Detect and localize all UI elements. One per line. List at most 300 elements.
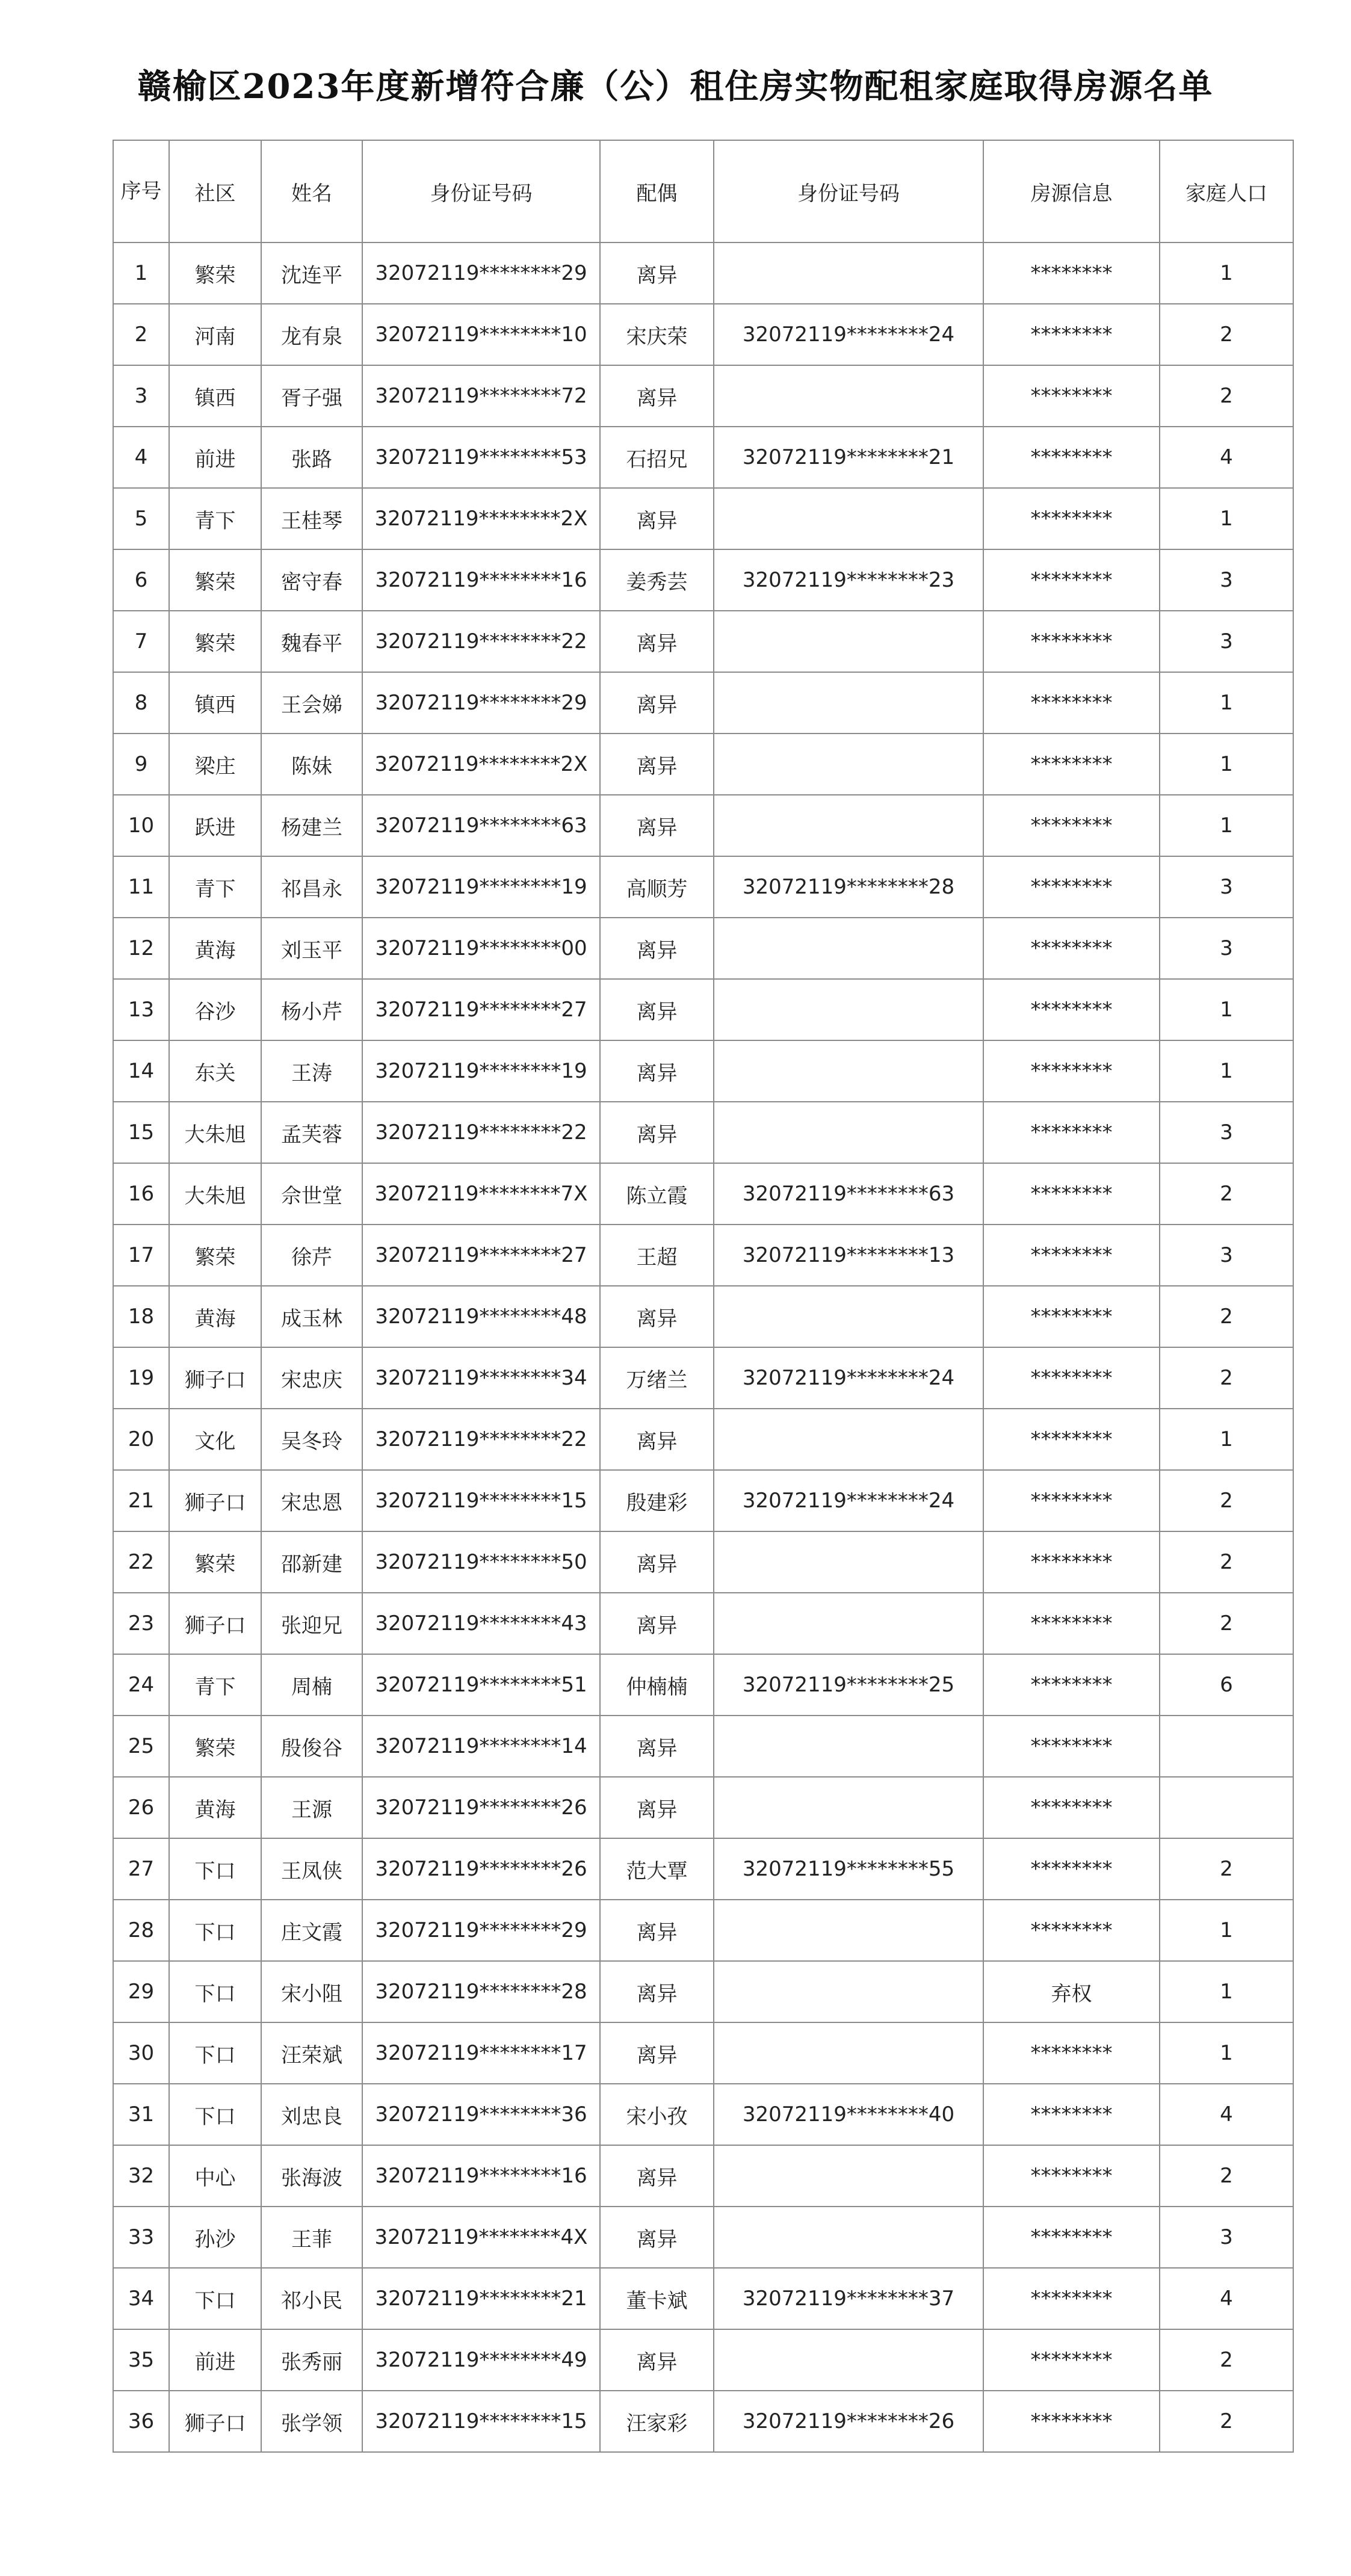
cell-seq: 8 <box>113 672 169 734</box>
cell-family-size: 3 <box>1160 1102 1293 1163</box>
cell-seq: 1 <box>113 242 169 304</box>
cell-housing-info: 弃权 <box>983 1961 1160 2022</box>
cell-name: 胥子强 <box>261 365 362 427</box>
cell-spouse: 仲楠楠 <box>600 1654 714 1716</box>
cell-housing-info: ******** <box>983 918 1160 979</box>
cell-seq: 28 <box>113 1900 169 1961</box>
cell-community: 孙沙 <box>169 2207 261 2268</box>
cell-name: 佘世堂 <box>261 1163 362 1225</box>
table-row <box>113 2391 1293 2452</box>
cell-spouse: 离异 <box>600 2022 714 2084</box>
cell-spouse: 离异 <box>600 1900 714 1961</box>
cell-seq: 33 <box>113 2207 169 2268</box>
cell-spouse-id-number: 32072119********63 <box>714 1163 983 1225</box>
cell-housing-info: ******** <box>983 1102 1160 1163</box>
cell-name: 刘玉平 <box>261 918 362 979</box>
cell-seq: 26 <box>113 1777 169 1838</box>
cell-id-number: 32072119********15 <box>362 2391 600 2452</box>
cell-name: 吴冬玲 <box>261 1409 362 1470</box>
cell-name: 杨建兰 <box>261 795 362 856</box>
cell-spouse-id-number: 32072119********55 <box>714 1838 983 1900</box>
cell-spouse: 离异 <box>600 734 714 795</box>
cell-seq: 18 <box>113 1286 169 1347</box>
cell-community: 繁荣 <box>169 1531 261 1593</box>
cell-community: 繁荣 <box>169 611 261 672</box>
cell-id-number: 32072119********17 <box>362 2022 600 2084</box>
cell-spouse: 离异 <box>600 2329 714 2391</box>
cell-name: 密守春 <box>261 549 362 611</box>
cell-family-size: 3 <box>1160 918 1293 979</box>
table-row <box>113 979 1293 1040</box>
cell-housing-info: ******** <box>983 1531 1160 1593</box>
cell-housing-info: ******** <box>983 2329 1160 2391</box>
cell-housing-info: ******** <box>983 2268 1160 2329</box>
cell-community: 狮子口 <box>169 1347 261 1409</box>
cell-housing-info: ******** <box>983 2022 1160 2084</box>
cell-spouse: 离异 <box>600 1777 714 1838</box>
cell-family-size: 1 <box>1160 2022 1293 2084</box>
cell-name: 宋忠恩 <box>261 1470 362 1531</box>
cell-spouse: 高顺芳 <box>600 856 714 918</box>
table-row <box>113 795 1293 856</box>
cell-spouse: 离异 <box>600 979 714 1040</box>
cell-spouse: 离异 <box>600 1040 714 1102</box>
table-row <box>113 611 1293 672</box>
cell-spouse: 离异 <box>600 2145 714 2207</box>
cell-id-number: 32072119********43 <box>362 1593 600 1654</box>
cell-housing-info: ******** <box>983 365 1160 427</box>
cell-name: 王涛 <box>261 1040 362 1102</box>
table-row <box>113 734 1293 795</box>
cell-seq: 20 <box>113 1409 169 1470</box>
cell-community: 下口 <box>169 1838 261 1900</box>
cell-spouse: 王超 <box>600 1225 714 1286</box>
cell-spouse-id-number <box>714 1040 983 1102</box>
cell-spouse-id-number <box>714 734 983 795</box>
cell-seq: 13 <box>113 979 169 1040</box>
cell-seq: 4 <box>113 427 169 488</box>
table-row <box>113 549 1293 611</box>
cell-name: 张路 <box>261 427 362 488</box>
cell-housing-info: ******** <box>983 304 1160 365</box>
cell-name: 沈连平 <box>261 242 362 304</box>
table-row <box>113 1286 1293 1347</box>
cell-housing-info: ******** <box>983 1286 1160 1347</box>
housing-allocation-table <box>113 140 1294 2453</box>
cell-housing-info: ******** <box>983 1040 1160 1102</box>
cell-spouse-id-number <box>714 1716 983 1777</box>
cell-id-number: 32072119********21 <box>362 2268 600 2329</box>
cell-family-size: 1 <box>1160 1900 1293 1961</box>
cell-spouse-id-number <box>714 2145 983 2207</box>
cell-seq: 17 <box>113 1225 169 1286</box>
cell-name: 魏春平 <box>261 611 362 672</box>
cell-community: 狮子口 <box>169 2391 261 2452</box>
cell-id-number: 32072119********48 <box>362 1286 600 1347</box>
cell-community: 繁荣 <box>169 242 261 304</box>
cell-name: 成玉林 <box>261 1286 362 1347</box>
cell-id-number: 32072119********19 <box>362 856 600 918</box>
cell-community: 下口 <box>169 1961 261 2022</box>
cell-community: 黄海 <box>169 918 261 979</box>
cell-seq: 2 <box>113 304 169 365</box>
cell-name: 王凤侠 <box>261 1838 362 1900</box>
cell-seq: 14 <box>113 1040 169 1102</box>
cell-seq: 16 <box>113 1163 169 1225</box>
cell-family-size <box>1160 1716 1293 1777</box>
table-header-row <box>113 140 1293 242</box>
cell-spouse: 离异 <box>600 611 714 672</box>
header-community: 社区 <box>169 140 261 242</box>
cell-family-size: 2 <box>1160 1163 1293 1225</box>
cell-spouse-id-number <box>714 1961 983 2022</box>
cell-id-number: 32072119********22 <box>362 611 600 672</box>
cell-housing-info: ******** <box>983 2391 1160 2452</box>
cell-spouse: 宋庆荣 <box>600 304 714 365</box>
cell-spouse: 离异 <box>600 918 714 979</box>
cell-spouse-id-number <box>714 672 983 734</box>
cell-name: 张迎兄 <box>261 1593 362 1654</box>
cell-family-size: 4 <box>1160 2268 1293 2329</box>
cell-housing-info: ******** <box>983 672 1160 734</box>
cell-community: 前进 <box>169 2329 261 2391</box>
cell-id-number: 32072119********2X <box>362 488 600 549</box>
cell-spouse-id-number <box>714 611 983 672</box>
cell-community: 下口 <box>169 2022 261 2084</box>
cell-spouse-id-number: 32072119********25 <box>714 1654 983 1716</box>
cell-family-size: 2 <box>1160 1531 1293 1593</box>
cell-name: 张学领 <box>261 2391 362 2452</box>
cell-community: 河南 <box>169 304 261 365</box>
cell-housing-info: ******** <box>983 2145 1160 2207</box>
cell-housing-info: ******** <box>983 2084 1160 2145</box>
cell-spouse-id-number: 32072119********24 <box>714 1470 983 1531</box>
header-housing-info: 房源信息 <box>983 140 1160 242</box>
cell-community: 繁荣 <box>169 549 261 611</box>
cell-name: 徐芹 <box>261 1225 362 1286</box>
cell-family-size: 6 <box>1160 1654 1293 1716</box>
cell-family-size: 2 <box>1160 1838 1293 1900</box>
cell-id-number: 32072119********16 <box>362 2145 600 2207</box>
cell-spouse-id-number: 32072119********24 <box>714 1347 983 1409</box>
cell-spouse-id-number <box>714 979 983 1040</box>
cell-community: 下口 <box>169 2268 261 2329</box>
cell-family-size: 2 <box>1160 1286 1293 1347</box>
cell-name: 庄文霞 <box>261 1900 362 1961</box>
cell-family-size: 1 <box>1160 488 1293 549</box>
cell-community: 青下 <box>169 488 261 549</box>
cell-housing-info: ******** <box>983 427 1160 488</box>
header-family-size: 家庭人口 <box>1160 140 1293 242</box>
cell-spouse-id-number <box>714 1286 983 1347</box>
table-row <box>113 2145 1293 2207</box>
cell-family-size: 1 <box>1160 979 1293 1040</box>
cell-spouse: 石招兄 <box>600 427 714 488</box>
header-seq: 序号 <box>113 140 169 242</box>
cell-family-size: 3 <box>1160 856 1293 918</box>
cell-family-size: 4 <box>1160 2084 1293 2145</box>
cell-family-size: 1 <box>1160 1040 1293 1102</box>
table-row <box>113 1225 1293 1286</box>
table-row <box>113 2329 1293 2391</box>
cell-spouse-id-number <box>714 488 983 549</box>
table-row <box>113 2207 1293 2268</box>
cell-family-size: 3 <box>1160 1225 1293 1286</box>
cell-spouse: 姜秀芸 <box>600 549 714 611</box>
cell-id-number: 32072119********72 <box>362 365 600 427</box>
cell-seq: 6 <box>113 549 169 611</box>
cell-spouse-id-number <box>714 365 983 427</box>
cell-family-size: 1 <box>1160 672 1293 734</box>
cell-community: 下口 <box>169 1900 261 1961</box>
cell-community: 繁荣 <box>169 1716 261 1777</box>
cell-community: 镇西 <box>169 365 261 427</box>
cell-seq: 21 <box>113 1470 169 1531</box>
cell-spouse-id-number <box>714 1593 983 1654</box>
cell-seq: 11 <box>113 856 169 918</box>
table-row <box>113 1654 1293 1716</box>
cell-community: 跃进 <box>169 795 261 856</box>
cell-housing-info: ******** <box>983 549 1160 611</box>
cell-spouse: 离异 <box>600 795 714 856</box>
table-row <box>113 1470 1293 1531</box>
cell-seq: 12 <box>113 918 169 979</box>
cell-community: 下口 <box>169 2084 261 2145</box>
cell-spouse: 离异 <box>600 1531 714 1593</box>
cell-name: 宋小阻 <box>261 1961 362 2022</box>
cell-id-number: 32072119********29 <box>362 672 600 734</box>
cell-spouse-id-number <box>714 1777 983 1838</box>
cell-housing-info: ******** <box>983 1347 1160 1409</box>
cell-seq: 31 <box>113 2084 169 2145</box>
cell-id-number: 32072119********26 <box>362 1838 600 1900</box>
cell-housing-info: ******** <box>983 2207 1160 2268</box>
cell-id-number: 32072119********27 <box>362 979 600 1040</box>
table-row <box>113 672 1293 734</box>
cell-housing-info: ******** <box>983 1163 1160 1225</box>
cell-spouse: 离异 <box>600 1102 714 1163</box>
table-row <box>113 1102 1293 1163</box>
cell-name: 张海波 <box>261 2145 362 2207</box>
table-row <box>113 1409 1293 1470</box>
table-row <box>113 1163 1293 1225</box>
cell-housing-info: ******** <box>983 979 1160 1040</box>
cell-id-number: 32072119********7X <box>362 1163 600 1225</box>
cell-id-number: 32072119********10 <box>362 304 600 365</box>
table-row <box>113 1838 1293 1900</box>
cell-spouse-id-number: 32072119********21 <box>714 427 983 488</box>
table-row <box>113 918 1293 979</box>
table-row <box>113 1900 1293 1961</box>
table-row <box>113 488 1293 549</box>
cell-name: 汪荣斌 <box>261 2022 362 2084</box>
cell-spouse: 离异 <box>600 1409 714 1470</box>
cell-family-size <box>1160 1777 1293 1838</box>
cell-spouse: 董卡斌 <box>600 2268 714 2329</box>
table-row <box>113 1777 1293 1838</box>
cell-spouse-id-number <box>714 242 983 304</box>
cell-community: 青下 <box>169 856 261 918</box>
cell-id-number: 32072119********26 <box>362 1777 600 1838</box>
cell-name: 王桂琴 <box>261 488 362 549</box>
header-id-number: 身份证号码 <box>362 140 600 242</box>
cell-spouse-id-number: 32072119********40 <box>714 2084 983 2145</box>
cell-housing-info: ******** <box>983 1409 1160 1470</box>
cell-family-size: 1 <box>1160 242 1293 304</box>
cell-id-number: 32072119********28 <box>362 1961 600 2022</box>
table-row <box>113 1347 1293 1409</box>
cell-seq: 10 <box>113 795 169 856</box>
cell-housing-info: ******** <box>983 611 1160 672</box>
cell-seq: 23 <box>113 1593 169 1654</box>
cell-seq: 24 <box>113 1654 169 1716</box>
cell-housing-info: ******** <box>983 1654 1160 1716</box>
cell-seq: 34 <box>113 2268 169 2329</box>
cell-community: 大朱旭 <box>169 1163 261 1225</box>
cell-spouse: 汪家彩 <box>600 2391 714 2452</box>
cell-community: 青下 <box>169 1654 261 1716</box>
cell-family-size: 1 <box>1160 734 1293 795</box>
table-row <box>113 427 1293 488</box>
cell-housing-info: ******** <box>983 1470 1160 1531</box>
cell-spouse: 离异 <box>600 488 714 549</box>
header-spouse-id-number: 身份证号码 <box>714 140 983 242</box>
cell-housing-info: ******** <box>983 488 1160 549</box>
cell-name: 王菲 <box>261 2207 362 2268</box>
cell-name: 陈妹 <box>261 734 362 795</box>
cell-spouse-id-number: 32072119********23 <box>714 549 983 611</box>
cell-spouse-id-number: 32072119********24 <box>714 304 983 365</box>
table-row <box>113 304 1293 365</box>
table-row <box>113 2084 1293 2145</box>
table-row <box>113 2022 1293 2084</box>
cell-id-number: 32072119********15 <box>362 1470 600 1531</box>
cell-spouse-id-number: 32072119********13 <box>714 1225 983 1286</box>
cell-spouse: 范大覃 <box>600 1838 714 1900</box>
cell-seq: 29 <box>113 1961 169 2022</box>
table-body <box>113 242 1293 2452</box>
cell-housing-info: ******** <box>983 1900 1160 1961</box>
cell-id-number: 32072119********22 <box>362 1102 600 1163</box>
cell-id-number: 32072119********2X <box>362 734 600 795</box>
table-row <box>113 242 1293 304</box>
cell-seq: 15 <box>113 1102 169 1163</box>
cell-seq: 36 <box>113 2391 169 2452</box>
cell-community: 文化 <box>169 1409 261 1470</box>
cell-spouse-id-number: 32072119********28 <box>714 856 983 918</box>
cell-spouse: 离异 <box>600 672 714 734</box>
cell-spouse-id-number <box>714 2207 983 2268</box>
cell-community: 大朱旭 <box>169 1102 261 1163</box>
cell-community: 黄海 <box>169 1286 261 1347</box>
cell-spouse-id-number <box>714 2329 983 2391</box>
cell-housing-info: ******** <box>983 734 1160 795</box>
cell-seq: 7 <box>113 611 169 672</box>
cell-name: 孟芙蓉 <box>261 1102 362 1163</box>
cell-spouse-id-number: 32072119********37 <box>714 2268 983 2329</box>
cell-id-number: 32072119********4X <box>362 2207 600 2268</box>
cell-seq: 30 <box>113 2022 169 2084</box>
cell-name: 张秀丽 <box>261 2329 362 2391</box>
cell-spouse-id-number <box>714 918 983 979</box>
cell-housing-info: ******** <box>983 1716 1160 1777</box>
cell-seq: 3 <box>113 365 169 427</box>
header-name: 姓名 <box>261 140 362 242</box>
cell-housing-info: ******** <box>983 795 1160 856</box>
cell-spouse-id-number <box>714 1409 983 1470</box>
table-row <box>113 1040 1293 1102</box>
cell-spouse-id-number <box>714 795 983 856</box>
cell-id-number: 32072119********34 <box>362 1347 600 1409</box>
cell-spouse-id-number <box>714 1900 983 1961</box>
table-row <box>113 1716 1293 1777</box>
cell-housing-info: ******** <box>983 1225 1160 1286</box>
cell-name: 龙有泉 <box>261 304 362 365</box>
cell-spouse: 离异 <box>600 1961 714 2022</box>
cell-housing-info: ******** <box>983 856 1160 918</box>
cell-id-number: 32072119********00 <box>362 918 600 979</box>
cell-seq: 27 <box>113 1838 169 1900</box>
cell-family-size: 3 <box>1160 611 1293 672</box>
cell-family-size: 2 <box>1160 365 1293 427</box>
cell-spouse: 离异 <box>600 1286 714 1347</box>
cell-name: 宋忠庆 <box>261 1347 362 1409</box>
cell-spouse: 离异 <box>600 242 714 304</box>
cell-community: 谷沙 <box>169 979 261 1040</box>
table-row <box>113 856 1293 918</box>
cell-community: 狮子口 <box>169 1593 261 1654</box>
cell-family-size: 2 <box>1160 2329 1293 2391</box>
cell-id-number: 32072119********27 <box>362 1225 600 1286</box>
cell-name: 王会娣 <box>261 672 362 734</box>
cell-name: 周楠 <box>261 1654 362 1716</box>
cell-id-number: 32072119********36 <box>362 2084 600 2145</box>
cell-seq: 32 <box>113 2145 169 2207</box>
table-row <box>113 1593 1293 1654</box>
cell-family-size: 3 <box>1160 549 1293 611</box>
cell-id-number: 32072119********63 <box>362 795 600 856</box>
cell-spouse: 离异 <box>600 2207 714 2268</box>
cell-seq: 9 <box>113 734 169 795</box>
cell-spouse-id-number <box>714 2022 983 2084</box>
cell-id-number: 32072119********50 <box>362 1531 600 1593</box>
cell-seq: 19 <box>113 1347 169 1409</box>
cell-spouse: 万绪兰 <box>600 1347 714 1409</box>
cell-spouse: 离异 <box>600 365 714 427</box>
cell-name: 杨小芹 <box>261 979 362 1040</box>
cell-family-size: 2 <box>1160 1347 1293 1409</box>
cell-name: 殷俊谷 <box>261 1716 362 1777</box>
cell-housing-info: ******** <box>983 1777 1160 1838</box>
cell-id-number: 32072119********16 <box>362 549 600 611</box>
cell-family-size: 4 <box>1160 427 1293 488</box>
cell-name: 王源 <box>261 1777 362 1838</box>
cell-seq: 5 <box>113 488 169 549</box>
table-row <box>113 1961 1293 2022</box>
cell-name: 祁小民 <box>261 2268 362 2329</box>
cell-spouse: 离异 <box>600 1593 714 1654</box>
cell-id-number: 32072119********14 <box>362 1716 600 1777</box>
cell-spouse: 离异 <box>600 1716 714 1777</box>
cell-spouse-id-number <box>714 1102 983 1163</box>
cell-family-size: 1 <box>1160 1409 1293 1470</box>
cell-seq: 22 <box>113 1531 169 1593</box>
cell-spouse: 陈立霞 <box>600 1163 714 1225</box>
cell-housing-info: ******** <box>983 1838 1160 1900</box>
cell-family-size: 2 <box>1160 1470 1293 1531</box>
table-row <box>113 2268 1293 2329</box>
cell-id-number: 32072119********49 <box>362 2329 600 2391</box>
